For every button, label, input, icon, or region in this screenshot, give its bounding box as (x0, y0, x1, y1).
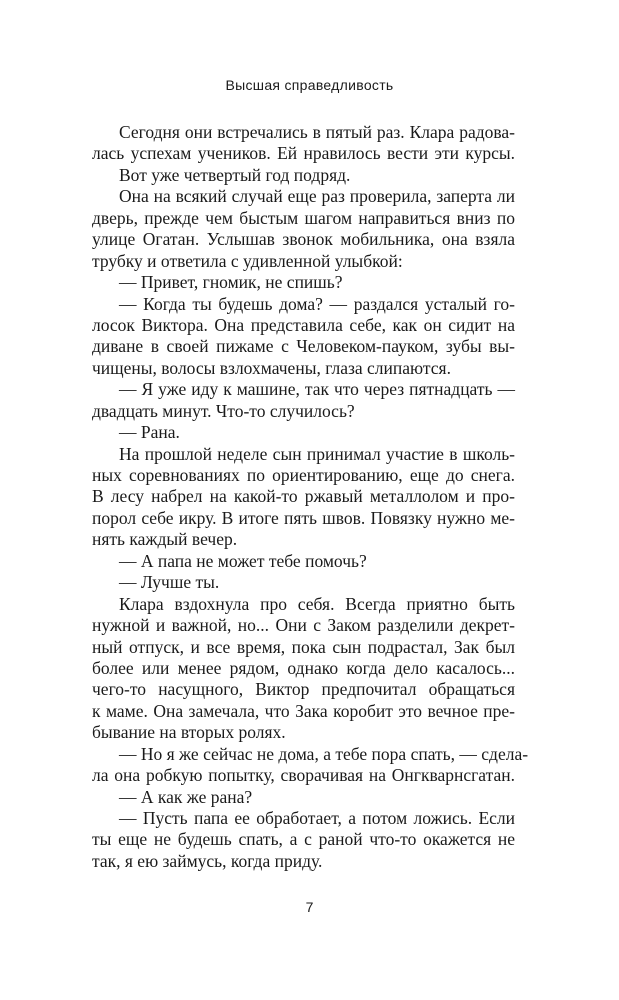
text-line: — А как же рана? (119, 786, 253, 807)
text-line: нужной и важной, но... Они с Заком разделили декрет- (92, 615, 515, 636)
text-line: Клара вздохнула про себя. Всегда приятно быть (119, 593, 515, 614)
text-line: лосок Виктора. Она представила себе, как он сидит на (92, 314, 515, 335)
text-line: — Я уже иду к машине, так что через пятнадцать — (119, 379, 515, 400)
text-line: более или менее рядом, однако когда дело касалось... (92, 657, 515, 678)
text-line: Вот уже четвертый год подряд. (119, 164, 351, 185)
running-title: Высшая справедливость (225, 77, 394, 93)
text-line: бывание на вторых ролях. (92, 722, 286, 743)
text-line: дверь, прежде чем быстым шагом направиться вниз по (92, 207, 515, 228)
text-line: — Привет, гномик, не спишь? (119, 272, 343, 293)
text-line: — Когда ты будешь дома? — раздался усталый го- (119, 293, 515, 314)
text-line: ных соревнованиях по ориентированию, еще до снега. (92, 465, 515, 485)
text-line: порол себе икру. В итоге пять швов. Повязку нужно ме- (92, 507, 515, 528)
text-line: Она на всякий случай еще раз проверила, заперта ли (119, 186, 515, 207)
text-line: чищены, волосы взлохмачены, глаза слипаются. (92, 357, 451, 378)
text-line: ты еще не будешь спать, а с раной что-то окажется не (92, 829, 515, 850)
text-line: улице Огатан. Услышав звонок мобильника, она взяла (92, 229, 515, 250)
text-line: На прошлой неделе сын принимал участие в школь- (119, 443, 515, 464)
page-number: 7 (305, 899, 314, 915)
text-line: трубку и ответила с удивленной улыбкой: (92, 250, 403, 271)
text-line: — Пусть папа ее обработает, а потом ложись. Если (119, 808, 515, 828)
text-line: лась успехам учеников. Ей нравилось вести эти курсы. (92, 143, 515, 164)
body-text (92, 122, 529, 872)
text-line: ла она робкую попытку, сворачивая на Онгкварнсгатан. (92, 765, 515, 786)
text-line: — Лучше ты. (119, 572, 220, 593)
text-line: — Рана. (119, 422, 180, 443)
text-line: двадцать минут. Что-то случилось? (92, 400, 355, 421)
text-line: — А папа не может тебе помочь? (119, 550, 367, 571)
text-line: диване в своей пижаме с Человеком-пауком, зубы вы- (92, 336, 515, 357)
text-line: — Но я же сейчас не дома, а тебе пора спать, — сдела- (119, 743, 529, 764)
text-line: чего-то насущного, Виктор предпочитал обращаться (92, 679, 515, 700)
text-line: нять каждый вечер. (92, 529, 238, 550)
text-line: так, я ею займусь, когда приду. (92, 850, 323, 871)
text-line: к маме. Она замечала, что Зака коробит это вечное пре- (92, 700, 515, 721)
text-line: В лесу набрел на какой-то ржавый металлолом и про- (92, 486, 515, 507)
text-line: Сегодня они встречались в пятый раз. Клара радова- (119, 122, 515, 142)
text-line: ный отпуск, и все время, пока сын подрастал, Зак был (92, 636, 515, 657)
